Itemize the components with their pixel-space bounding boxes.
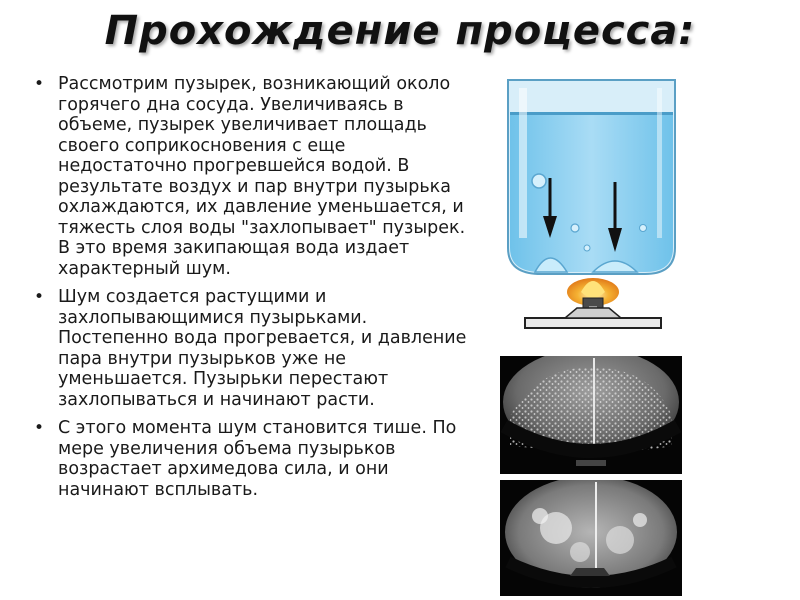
stand-base — [525, 318, 661, 328]
boiling-photo-2 — [500, 480, 682, 596]
boiling-vessel-illustration — [505, 78, 680, 335]
slide-title: Прохождение процесса: — [104, 8, 696, 54]
bullet-item — [34, 287, 474, 410]
bullet-item — [34, 418, 474, 500]
bullet-icon: • — [34, 74, 45, 94]
bullet-icon: • — [34, 287, 45, 307]
bubble-icon — [571, 224, 579, 232]
bullet-text: Рассмотрим пузырек, возникающий около горячего дна сосуда. Увеличиваясь в объеме, пузырек увеличивает площадь своего соприкосновения с еще недостаточно прогревшейся водой. В результате воздух и пар внутри пузырька охлаждаются, их давление уменьшается, и тяжесть слоя воды "захлопывает" пузырек. В это время закипающая вода издает характерный шум. — [58, 74, 466, 279]
bullet-text: Шум создается растущими и захлопывающимися пузырьками. Постепенно вода прогревается, и давление пара внутри пузырьков уже не уменьшается. Пузырьки перестают захлопываться и начинают расти. — [58, 287, 467, 410]
bullet-text: С этого момента шум становится тише. По мере увеличения объема пузырьков возрастает архимедова сила, и они начинают всплывать. — [58, 418, 457, 500]
bullet-icon: • — [34, 418, 45, 438]
bullet-list — [34, 74, 474, 508]
water-body — [510, 114, 673, 272]
bubble-icon — [532, 174, 546, 188]
bullet-item — [34, 74, 474, 279]
boiling-photo-1 — [500, 356, 682, 474]
